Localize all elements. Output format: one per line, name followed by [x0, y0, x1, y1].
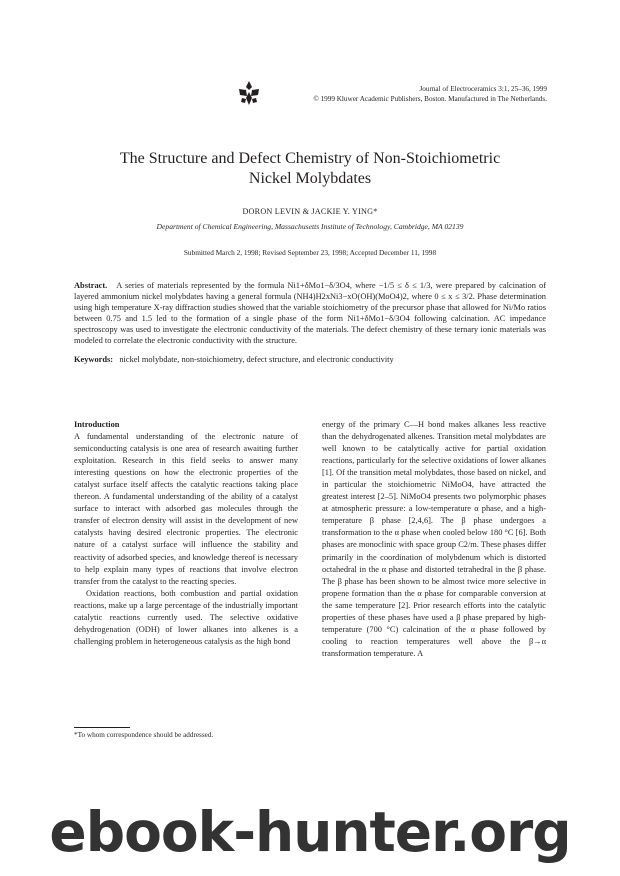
- title-line-1: The Structure and Defect Chemistry of Non-Stoichiometric: [119, 150, 501, 167]
- intro-paragraph-continued: energy of the primary C—H bond makes alkanes less reactive than the dehydrogenated alkenes. Transition metal molybdates are well known to be catalytically active for partial oxidation reactions, particularly for the selective oxidations of lower alkanes [1]. Of the transition metal molybdates, those based on nickel, and in particular the stoichiometric NiMoO4, have attracted the greatest interest [2–5]. NiMoO4 presents two polymorphic phases at atmospheric pressure: a low-temperature α phase, and a high-temperature β phase [2,4,6]. The β phase undergoes a transformation to the α phase when cooled below 180 °C [6]. Both phases are monoclinic with space group C2/m. These phases differ primarily in the coordination of molybdenum which is distorted octahedral in the α phase and distorted tetrahedral in the β phase. The β phase has been shown to be almost twice more selective in propene formation than the α phase for comparable conversion at the same temperature [2]. Prior research efforts into the catalytic properties of these phases have used a β phase prepared by high-temperature (700 °C) calcination of the α phase followed by cooling to reaction temperatures well above the β→α transformation temperature. A: [322, 420, 546, 658]
- affiliation: Department of Chemical Engineering, Massachusetts Institute of Technology, Cambridge, MA 02139: [156, 222, 464, 231]
- title-line-2: Nickel Molybdates: [248, 170, 372, 187]
- publisher-logo-icon: [236, 80, 262, 106]
- right-column: [322, 419, 546, 660]
- intro-paragraph-1: A fundamental understanding of the electronic nature of semiconducting catalysis is one area of research awaiting further exploitation. Research in this field seeks to answer many interesting questions on how the electronic properties of the catalyst surface itself affects the catalytic reactions taking place thereon. A fundamental understanding of the ability of a catalyst surface to interact with adsorbed gas molecules through the transfer of electron density will assist in the development of new catalysts having desired electronic properties. The electronic nature of a catalyst surface will influence the stability and reactivity of adsorbed species, and knowledge thereof is necessary to help explain many types of reactions that involve electron transfer from the catalyst to the reacting species.: [74, 432, 298, 586]
- article-title: [60, 149, 560, 189]
- abstract-text: A series of materials represented by the formula Ni1+δMo1−δ/3O4, where −1/5 ≤ δ ≤ 1/3, were prepared by calcination of layered ammonium nickel molybdates having a general formula (NH4)H2xNi3−xO(OH)(MoO4)2, where 0 ≤ x ≤ 3/2. Phase determination using high temperature X-ray diffraction studies showed that the variable stoichiometry of the precursor phase that allowed for Ni/Mo ratios between 0.75 and 1.5 led to the formation of a single phase of the form Ni1+δMo1−δ/3O4 following calcination. AC impedance spectroscopy was used to investigate the electronic conductivity of the materials. The defect chemistry of these ternary ionic materials was modeled to correlate the electronic conductivity with the structure.: [74, 281, 546, 346]
- left-column: [74, 419, 298, 648]
- footnote: *To whom correspondence should be addressed.: [74, 731, 214, 739]
- keywords-label: Keywords:: [74, 355, 114, 364]
- abstract-label: Abstract.: [74, 281, 108, 290]
- submission-dates: Submitted March 2, 1998; Revised September 23, 1998; Accepted December 11, 1998: [183, 248, 437, 257]
- abstract: [74, 280, 546, 347]
- footnote-rule: [74, 727, 130, 728]
- journal-header: [313, 84, 547, 104]
- intro-paragraph-2: Oxidation reactions, both combustion and partial oxidation reactions, make up a large percentage of the industrially important catalytic reactions currently used. The selective oxidative dehydrogenation (ODH) of lower alkanes into alkenes is a challenging problem in heterogeneous catalysis as the high bond: [74, 588, 298, 646]
- keywords: [74, 355, 546, 364]
- watermark: ebook-hunter.org: [49, 800, 571, 864]
- journal-citation: Journal of Electroceramics 3:1, 25–36, 1999: [419, 85, 547, 93]
- authors: DORON LEVIN & JACKIE Y. YING*: [242, 207, 378, 216]
- section-heading: Introduction: [74, 420, 120, 429]
- copyright-notice: © 1999 Kluwer Academic Publishers, Boston. Manufactured in The Netherlands.: [313, 95, 547, 103]
- keywords-text: nickel molybdate, non-stoichiometry, defect structure, and electronic conductivity: [119, 355, 394, 364]
